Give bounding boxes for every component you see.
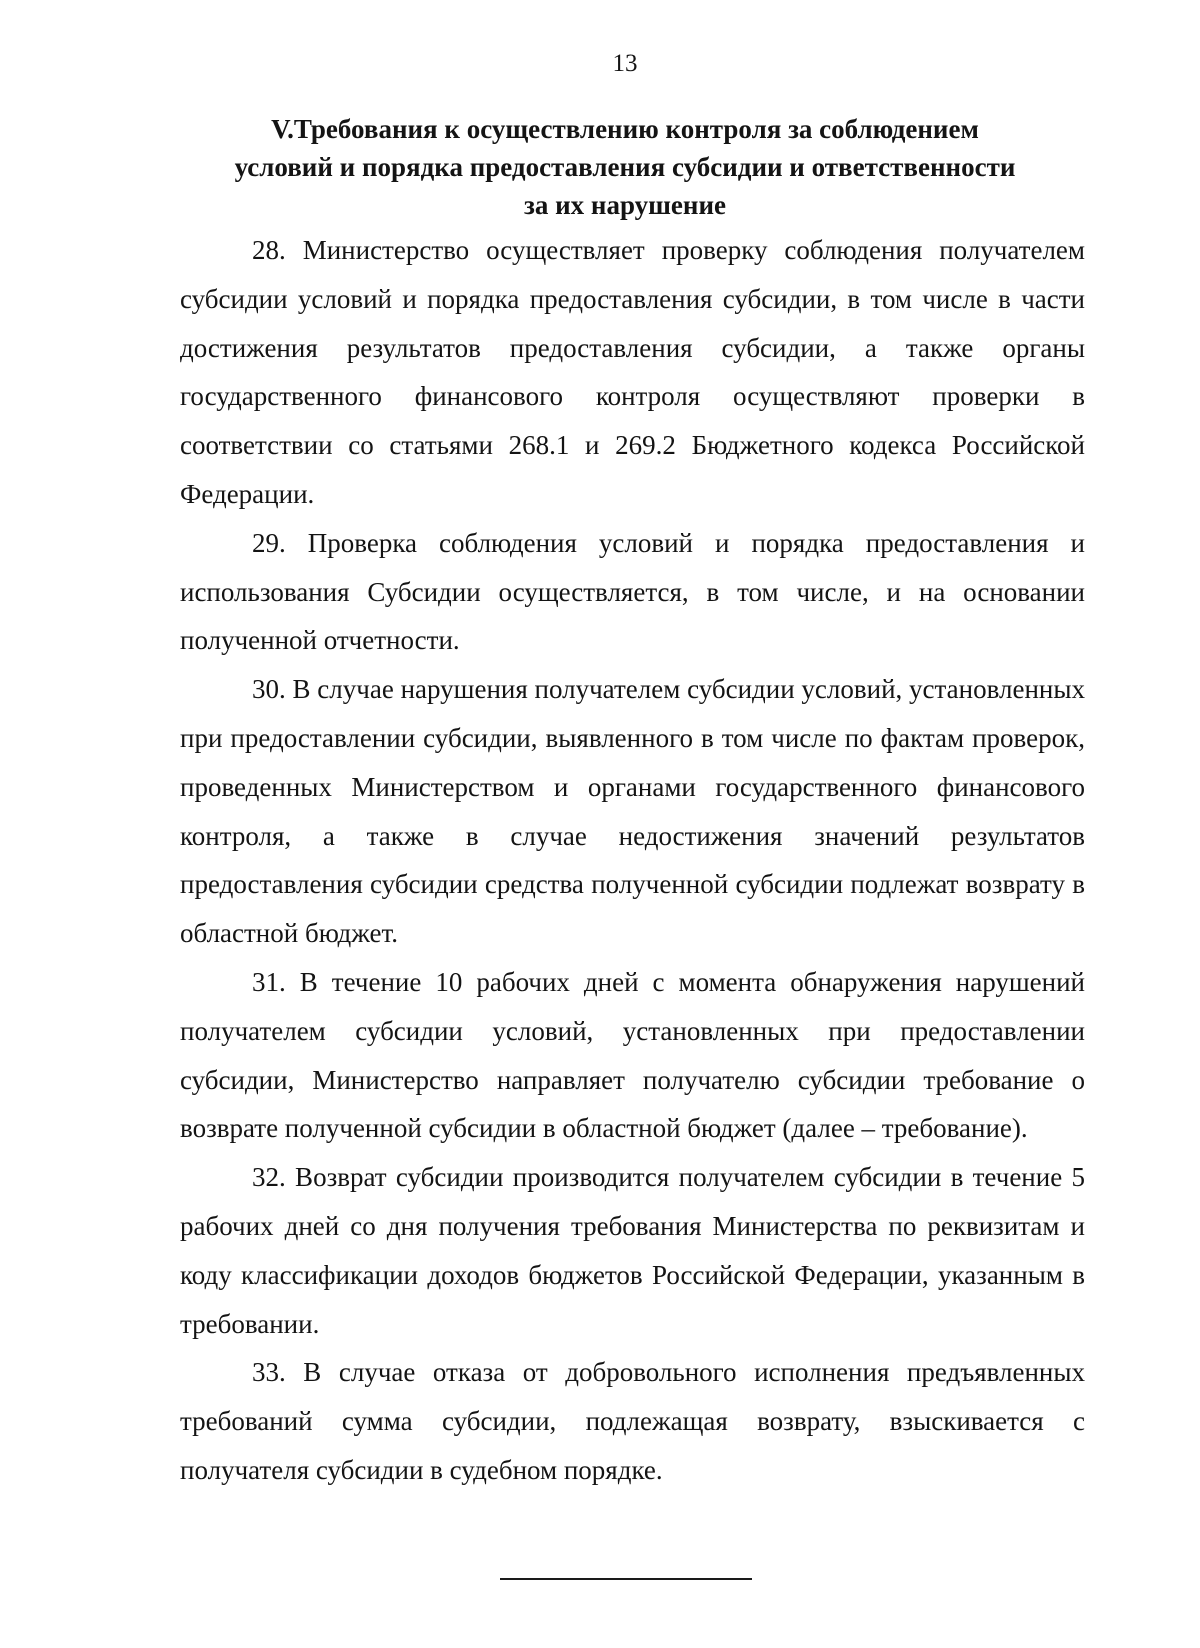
paragraph-28: 28. Министерство осуществляет проверку соблюдения получателем субсидии условий и порядка предоставления субсидии, в том числе в части достижения результатов предоставления субсидии, а также органы государственного финансового контроля осуществляют проверки в соответствии со статьями 268.1 и 269.2 Бюджетного кодекса Российской Федерации. — [180, 235, 1085, 509]
section-heading-line: за их нарушение — [524, 190, 726, 220]
document-body — [180, 226, 1085, 1495]
section-heading — [200, 110, 1050, 224]
section-heading-line: V.Требования к осуществлению контроля за соблюдением — [271, 114, 979, 144]
section-heading-line: условий и порядка предоставления субсидии и ответственности — [234, 152, 1016, 182]
end-of-text-rule — [500, 1578, 752, 1580]
paragraph-31: 31. В течение 10 рабочих дней с момента обнаружения нарушений получателем субсидии условий, установленных при предоставлении субсидии, Министерство направляет получателю субсидии требование о возврате полученной субсидии в областной бюджет (далее – требование). — [180, 966, 1085, 1144]
paragraph-33: 33. В случае отказа от добровольного исполнения предъявленных требований сумма субсидии, подлежащая возврату, взыскивается с получателя субсидии в судебном порядке. — [180, 1357, 1085, 1485]
paragraph-32: 32. Возврат субсидии производится получателем субсидии в течение 5 рабочих дней со дня получения требования Министерства по реквизитам и коду классификации доходов бюджетов Российской Федерации, указанным в требовании. — [180, 1162, 1085, 1339]
page-number: 13 — [612, 50, 638, 77]
paragraph-29: 29. Проверка соблюдения условий и порядка предоставления и использования Субсидии осуществляется, в том числе, и на основании полученной отчетности. — [180, 527, 1085, 656]
paragraph-30: 30. В случае нарушения получателем субсидии условий, установленных при предоставлении субсидии, выявленного в том числе по фактам проверок, проведенных Министерством и органами государственного финансового контроля, а также в случае недостижения значений результатов предоставления субсидии средства полученной субсидии подлежат возврату в областной бюджет. — [180, 674, 1085, 949]
